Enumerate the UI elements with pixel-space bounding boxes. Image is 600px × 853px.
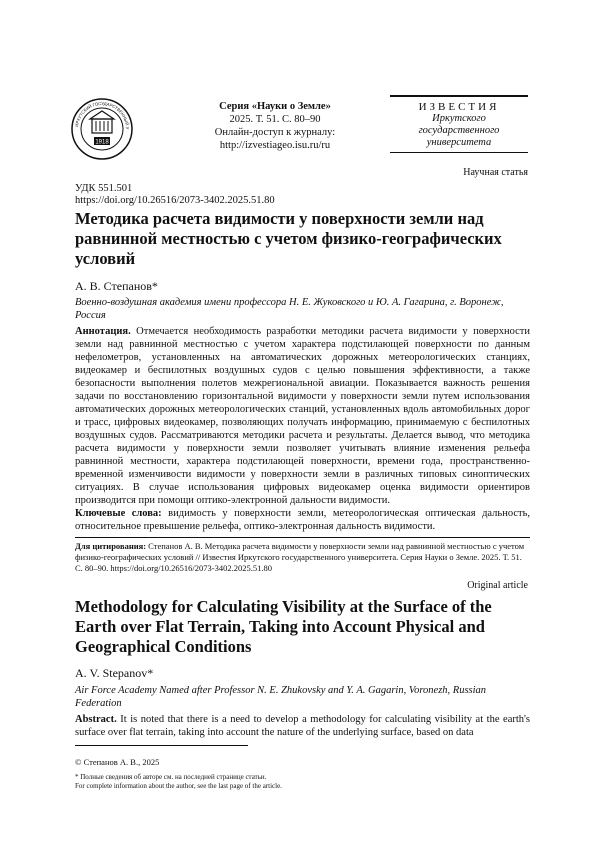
journal-line-3: государственного (418, 125, 500, 136)
svg-text:ИРКУТСКИЙ ГОСУДАРСТВЕННЫЙ УНИВ: ИРКУТСКИЙ ГОСУДАРСТВЕННЫЙ У (74, 100, 131, 130)
abstract-en-label: Abstract. (75, 714, 117, 725)
article-type-en: Original article (467, 580, 528, 591)
citation-divider (75, 537, 530, 538)
footnote-en: For complete information about the author, see the last page of the article. (75, 782, 282, 790)
keywords-ru (75, 507, 530, 533)
footnotes (75, 773, 530, 791)
author-ru: А. В. Степанов* (75, 279, 158, 293)
article-type-ru: Научная статья (463, 167, 528, 178)
article-title-ru: Методика расчета видимости у поверхности земли над равнинной местностью с учетом физико-географических условий (75, 209, 502, 268)
citation-label: Для цитирования: (75, 541, 147, 551)
journal-url[interactable]: http://izvestiageo.isu.ru/ru (219, 140, 331, 151)
footnote-divider (75, 745, 248, 746)
keywords-ru-text: видимость у поверхности земли, метеорологическая оптическая дальность, относительное превышение рельефа, оптико-электронная дальность видимости. (75, 508, 531, 532)
series-title: Серия «Науки о Земле» (219, 101, 331, 112)
online-access-label: Онлайн-доступ к журналу: (214, 127, 336, 138)
author-en: A. V. Stepanov* (75, 666, 154, 680)
abstract-ru-text: Отмечается необходимость разработки методики расчета видимости у поверхности земли над равнинной местностью с учетом характера подстилающей поверхности по данным нефелометров, установленных на автоматических дорожных метеорологических станциях, видеокамер и беспилотных воздушных судов с целью повышения эффективности, а также безопасности выполнения полетов межрегиональной авиации. Показывается важность решения задачи по восстановлению горизонтальной видимости у поверхности земли путем использования автоматических дорожных метеорологических станций, установленных вдоль автомобильных дорог и трасс, цифровых видеокамер, позволяющих получать информацию, принимаемую с беспилотных воздушных судов. Рассматриваются методики расчета и результаты. Делается вывод, что методика расчета видимости у поверхности земли позволяет учитывать влияние изменения рельефа равнинной местности, характера подстилающей поверхности, времени года, пространственно-временной изменчивости видимости у поверхности земли в различных типовых синоптических ситуациях. В случае использования цифровых видеокамер оценка видимости ориентиров производится при помощи оптико-электронной дальности видимости. (75, 326, 531, 506)
journal-line-4: университета (426, 137, 492, 148)
journal-word: ИЗВЕСТИЯ (418, 101, 500, 113)
abstract-ru (75, 325, 530, 507)
footnote-ru: * Полные сведения об авторе см. на последней странице статьи. (75, 773, 267, 781)
masthead-divider (390, 152, 528, 153)
series-info (190, 100, 360, 152)
abstract-en-text: It is noted that there is a need to develop a methodology for calculating visibility at the earth's surface over flat terrain, taking into account the nature of the underlying surface, based on data (75, 714, 530, 738)
keywords-ru-label: Ключевые слова: (75, 508, 162, 519)
doi-link[interactable]: https://doi.org/10.26516/2073-3402.2025.51.80 (75, 195, 275, 206)
svg-text:1918: 1918 (95, 139, 109, 146)
citation-block (75, 541, 530, 574)
udk-code: УДК 551.501 (75, 183, 133, 194)
citation-text: Степанов А. В. Методика расчета видимости у поверхности земли над равнинной местностью с учетом физико-географических условий // Известия Иркутского государственного университета. Серия Науки о Земле. 2025. Т. 51. С. 80–90. https://doi.org/10.26516/2073-3402.2025.51.80 (75, 541, 525, 573)
series-volume: 2025. Т. 51. С. 80–90 (229, 114, 321, 125)
university-seal-logo (70, 97, 134, 161)
abstract-en (75, 713, 530, 739)
udk-block (75, 183, 275, 207)
abstract-ru-label: Аннотация. (75, 326, 131, 337)
journal-masthead (390, 95, 528, 153)
affiliation-ru: Военно-воздушная академия имени профессора Н. Е. Жуковского и Ю. А. Гагарина, г. Воронеж, Россия (75, 297, 504, 321)
copyright: © Степанов А. В., 2025 (75, 757, 160, 767)
article-title-en: Methodology for Calculating Visibility at the Surface of the Earth over Flat Terrain, Taking into Account Physical and Geographical Conditions (75, 597, 492, 656)
affiliation-en: Air Force Academy Named after Professor N. E. Zhukovsky and Y. A. Gagarin, Voronezh, Russian Federation (75, 685, 487, 709)
journal-line-2: Иркутского (432, 113, 486, 124)
